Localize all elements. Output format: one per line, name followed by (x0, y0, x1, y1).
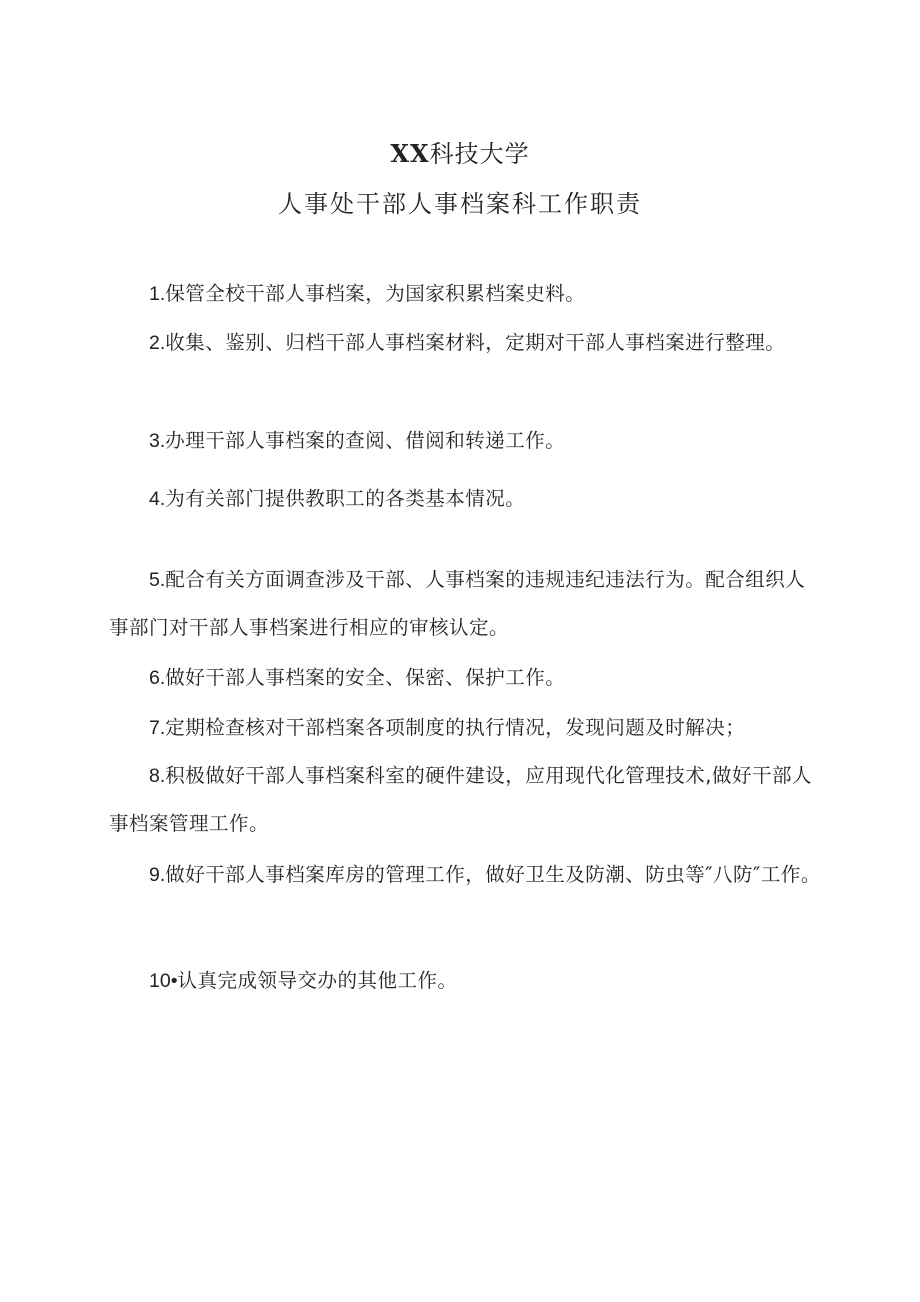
list-item (109, 654, 821, 702)
item-text: 办理干部人事档案的查阅、借阅和转递工作。 (165, 429, 566, 452)
item-text: 收集、鉴别、归档干部人事档案材料，定期对干部人事档案进行整理。 (165, 331, 786, 354)
item-text: 保管全校干部人事档案，为国家积累档案史料。 (165, 282, 586, 305)
item-number: 1. (149, 283, 166, 305)
document-title (0, 134, 920, 169)
item-text: 做好干部人事档案的安全、保密、保护工作。 (165, 666, 566, 689)
item-text: 做好干部人事档案库房的管理工作，做好卫生及防潮、防虫等″八防″工作。 (165, 863, 821, 886)
title-cjk: 科技大学 (429, 140, 530, 168)
list-item (109, 752, 821, 848)
list-item (109, 270, 821, 318)
item-number: 8. (149, 765, 166, 787)
list-item (109, 957, 821, 1005)
item-number: 10• (149, 970, 178, 992)
list-item (109, 851, 821, 899)
item-number: 4. (149, 488, 166, 510)
list-item (109, 556, 821, 652)
item-number: 6. (149, 667, 166, 689)
list-item (109, 417, 821, 465)
list-item (109, 319, 821, 367)
item-text: 配合有关方面调查涉及干部、人事档案的违规违纪违法行为。配合组织人事部门对干部人事档案进行相应的审核认定。 (109, 568, 806, 639)
item-number: 9. (149, 864, 166, 886)
title-latin: XX (390, 139, 430, 168)
list-item (109, 475, 821, 523)
item-text: 为有关部门提供教职工的各类基本情况。 (165, 487, 526, 510)
item-text: 认真完成领导交办的其他工作。 (177, 969, 458, 992)
item-number: 7. (149, 717, 166, 739)
item-number: 5. (149, 569, 166, 591)
item-text: 积极做好干部人事档案科室的硬件建设，应用现代化管理技术,做好干部人事档案管理工作。 (109, 764, 812, 835)
item-number: 3. (149, 430, 166, 452)
list-item (109, 704, 821, 752)
item-number: 2. (149, 332, 166, 354)
item-text: 定期检查核对干部档案各项制度的执行情况，发现问题及时解决； (165, 716, 746, 739)
document-subtitle: 人事处干部人事档案科工作职责 (278, 190, 642, 218)
